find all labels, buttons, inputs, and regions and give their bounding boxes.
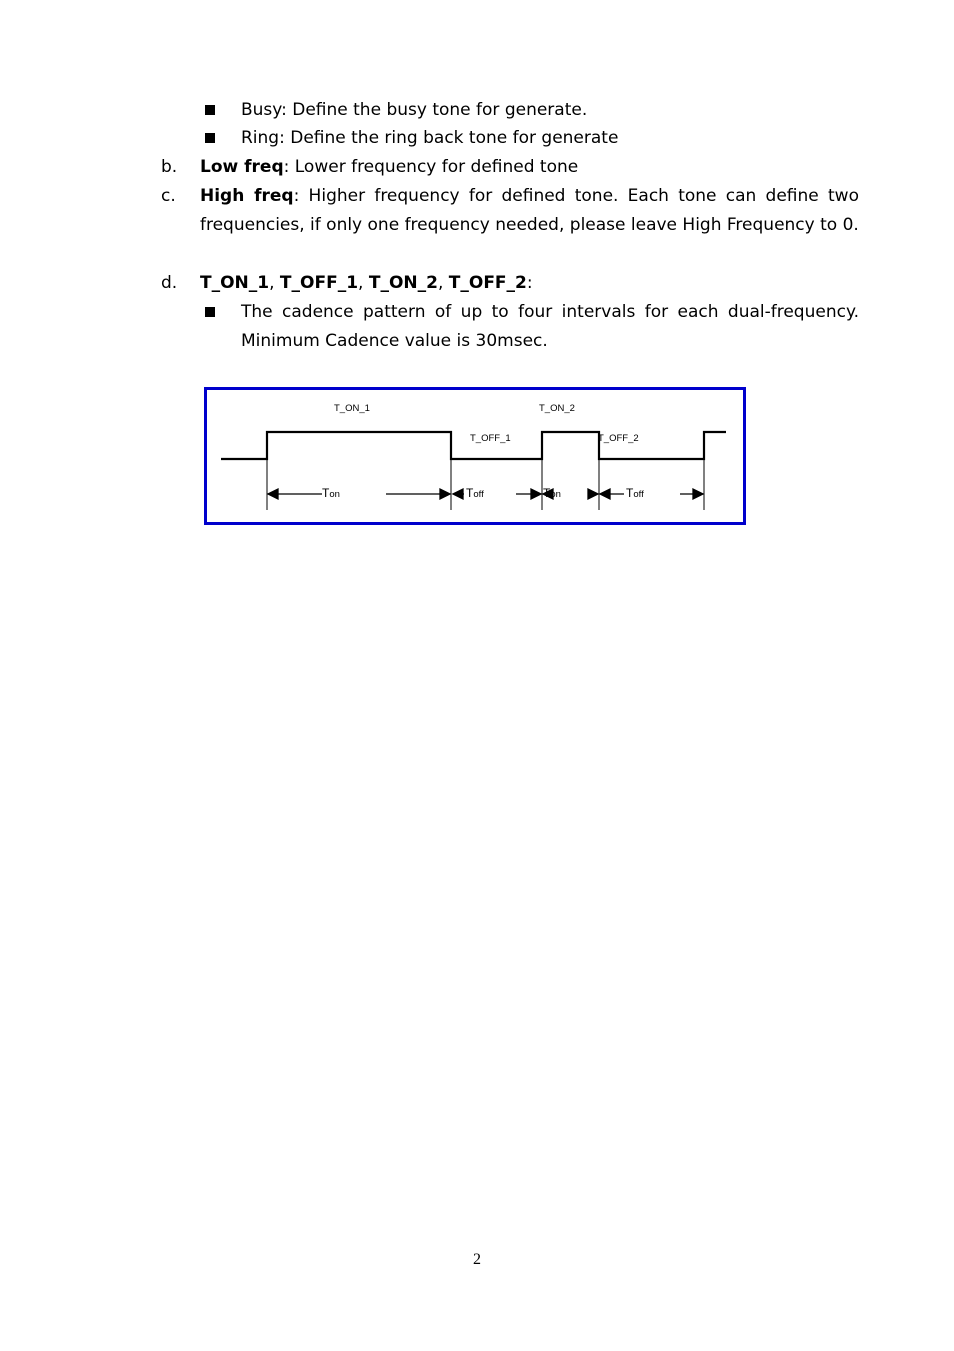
item-b-label: b. (161, 157, 178, 177)
label-toff-2 (626, 486, 644, 500)
item-d-colon: : (526, 273, 533, 293)
label-ton-2 (543, 486, 561, 500)
sub-off: off (473, 489, 484, 500)
item-c-label: c. (161, 186, 176, 206)
bullet-square-icon (205, 307, 215, 317)
label-toff-1 (466, 486, 484, 500)
bullet-square-icon (205, 133, 215, 143)
t-letter: T (626, 486, 634, 500)
sub-on: on (329, 489, 340, 500)
item-d-sep: , (437, 273, 449, 293)
item-c-term: High freq (200, 186, 294, 206)
item-d-text (200, 273, 533, 293)
label-ton-1 (322, 486, 340, 500)
label-t-on-2: T_ON_2 (539, 403, 575, 414)
item-b-term: Low freq (200, 157, 284, 177)
item-b-text (200, 157, 578, 177)
item-b-desc: : Lower frequency for defined tone (283, 157, 579, 177)
label-t-off-1: T_OFF_1 (470, 433, 511, 444)
item-c-desc: : Higher frequency for defined tone. Each tone can define two frequencies, if only one frequency needed, please leave High Frequency to 0. (200, 186, 859, 235)
t-letter: T (543, 486, 551, 500)
bullet-ring: Ring: Define the ring back tone for generate (241, 128, 619, 148)
item-c-text (200, 182, 859, 240)
item-d-t-on-1: T_ON_1 (200, 273, 270, 293)
item-d-sep: , (358, 273, 369, 293)
label-t-on-1: T_ON_1 (334, 403, 370, 414)
label-t-off-2: T_OFF_2 (598, 433, 639, 444)
t-letter: T (466, 486, 474, 500)
diagram-border (206, 389, 745, 524)
cadence-timing-diagram (204, 387, 746, 525)
bullet-square-icon (205, 105, 215, 115)
t-letter: T (322, 486, 330, 500)
bullet-cadence: The cadence pattern of up to four intervals for each dual-frequency. Minimum Cadence value is 30msec. (241, 302, 859, 351)
bullet-busy: Busy: Define the busy tone for generate. (241, 100, 588, 120)
item-d-label: d. (161, 273, 178, 293)
sub-on: on (550, 489, 561, 500)
item-d-sep: , (269, 273, 280, 293)
item-d-t-off-2: T_OFF_2 (448, 273, 527, 293)
sub-off: off (633, 489, 644, 500)
page-number: 2 (473, 1251, 481, 1268)
item-d-t-on-2: T_ON_2 (368, 273, 438, 293)
item-d-t-off-1: T_OFF_1 (279, 273, 359, 293)
